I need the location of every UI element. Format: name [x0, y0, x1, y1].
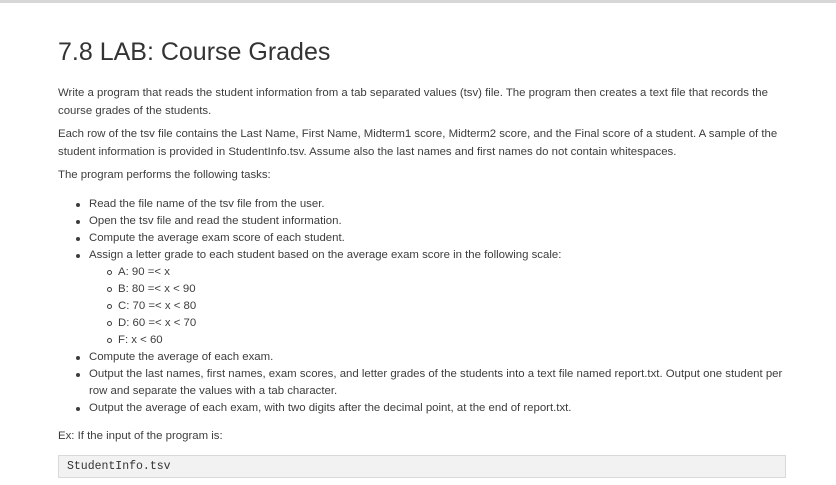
grade-scale-list	[89, 264, 793, 349]
task-item	[89, 196, 793, 213]
task-text: Output the average of each exam, with two digits after the decimal point, at the end of report.txt.	[89, 402, 572, 414]
task-item	[89, 366, 793, 400]
example-intro: Ex: If the input of the program is:	[58, 430, 223, 442]
task-item	[89, 349, 793, 366]
grade-scale-item: A: 90 =< x	[118, 264, 793, 281]
task-text: Read the file name of the tsv file from the user.	[89, 198, 325, 210]
page-title: 7.8 LAB: Course Grades	[58, 38, 331, 66]
code-filename: StudentInfo.tsv	[67, 460, 171, 473]
task-item	[89, 213, 793, 230]
task-text: Compute the average of each exam.	[89, 351, 274, 363]
tsv-description-paragraph: Each row of the tsv file contains the Last Name, First Name, Midterm1 score, Midterm2 score, and the Final score of a student. A sample of the student information is provided in StudentInfo.tsv. Assume also the last names and first names do not contain whitespaces.	[58, 128, 778, 158]
tasks-intro: The program performs the following tasks:	[58, 169, 271, 181]
code-block	[58, 455, 786, 478]
task-text: Output the last names, first names, exam scores, and letter grades of the students into a text file named report.txt. Output one student per row and separate the values with a tab character.	[89, 368, 783, 397]
grade-scale-item: B: 80 =< x < 90	[118, 281, 793, 298]
task-item	[89, 400, 793, 417]
task-text: Assign a letter grade to each student based on the average exam score in the following scale:	[89, 249, 562, 261]
task-list	[58, 196, 793, 417]
grade-scale-item: F: x < 60	[118, 332, 793, 349]
top-divider	[0, 0, 836, 3]
grade-scale-item: D: 60 =< x < 70	[118, 315, 793, 332]
task-item	[89, 230, 793, 247]
task-text: Compute the average exam score of each student.	[89, 232, 345, 244]
intro-paragraph: Write a program that reads the student information from a tab separated values (tsv) file. The program then creates a text file that records the course grades of the students.	[58, 87, 768, 117]
grade-scale-item: C: 70 =< x < 80	[118, 298, 793, 315]
task-item	[89, 247, 793, 349]
task-text: Open the tsv file and read the student information.	[89, 215, 342, 227]
